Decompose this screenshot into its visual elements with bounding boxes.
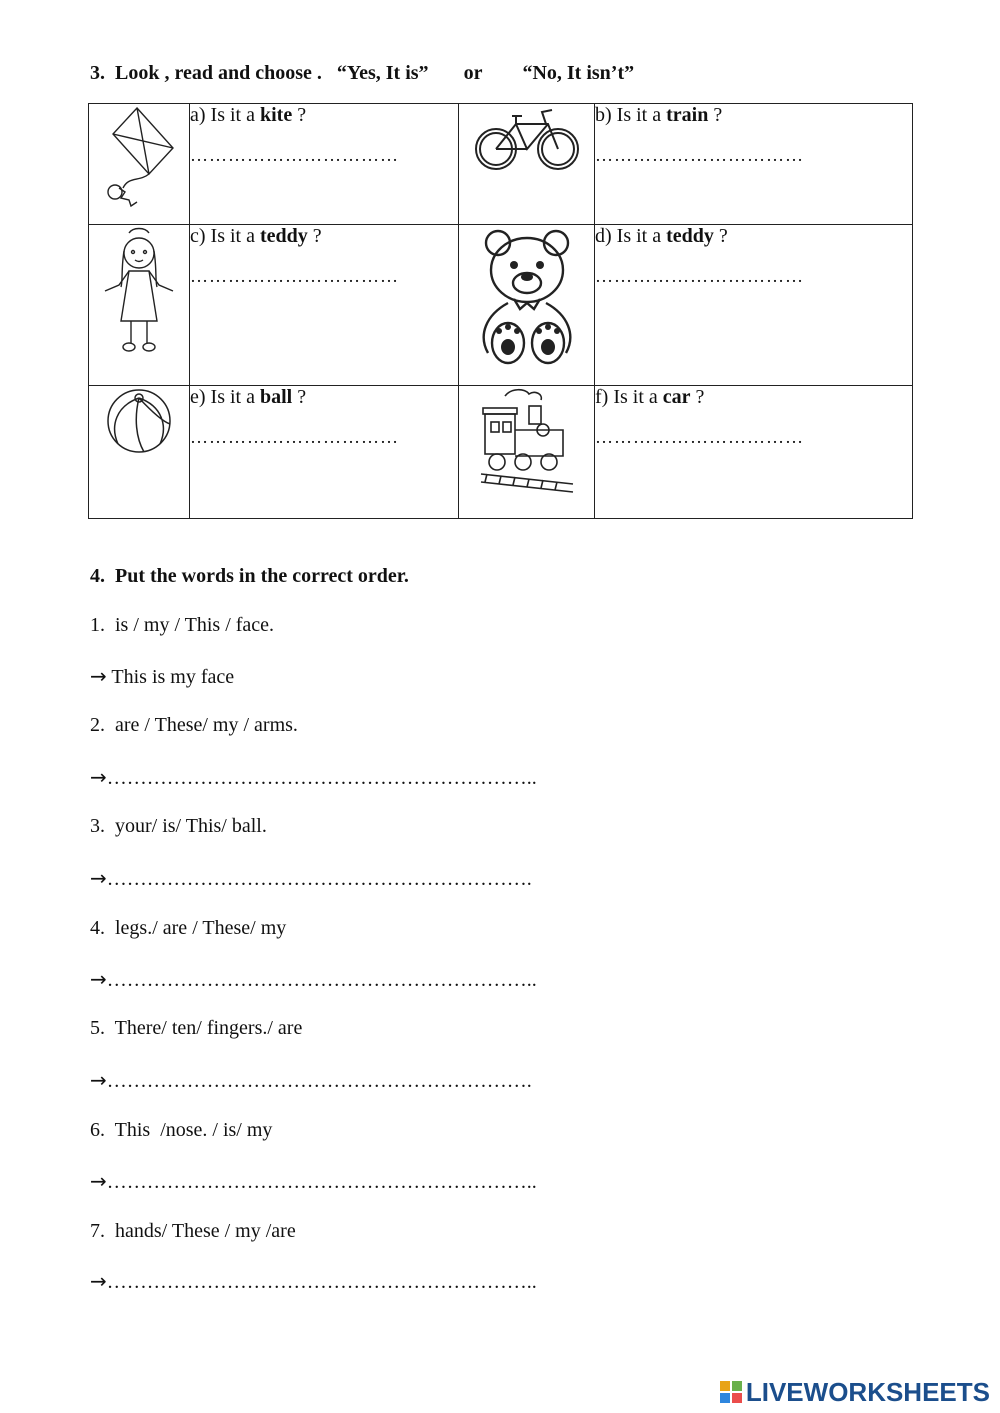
question-keyword: train — [666, 104, 709, 126]
table-row — [89, 225, 913, 386]
arrow-icon: → — [90, 866, 107, 890]
question-keyword: ball — [259, 386, 293, 408]
doll-icon — [99, 225, 179, 360]
train-icon — [477, 386, 577, 496]
answer-line-1[interactable]: → This is my face — [90, 664, 235, 688]
kite-icon — [99, 104, 179, 214]
answer-blank-d[interactable]: …………………………… — [595, 266, 804, 286]
scramble-item-5: 5. There/ ten/ fingers./ are — [90, 1017, 303, 1039]
answer-line-6[interactable]: →……………………………………………………….. — [90, 1169, 537, 1193]
table-row — [89, 386, 913, 519]
answer-line-3[interactable]: →………………………………………………………. — [90, 866, 532, 890]
scramble-item-3: 3. your/ is/ This/ ball. — [90, 815, 267, 837]
bicycle-icon — [472, 104, 582, 174]
section-3-heading — [90, 62, 634, 85]
question-c: c) Is it a teddy ? …………………………… — [190, 225, 459, 386]
answer-blank-f[interactable]: …………………………… — [595, 427, 804, 447]
ball-icon — [104, 386, 174, 456]
kite-picture — [89, 104, 190, 225]
arrow-icon: → — [90, 664, 107, 688]
question-d: d) Is it a teddy ? …………………………… — [595, 225, 913, 386]
section-4-instruction: Put the words in the correct order. — [115, 565, 409, 587]
scramble-item-1: 1. is / my / This / face. — [90, 614, 275, 636]
question-a: a) Is it a kite ? …………………………… — [190, 104, 459, 225]
ball-picture — [89, 386, 190, 519]
question-keyword: car — [662, 386, 691, 408]
table-row — [89, 104, 913, 225]
answer-line-7[interactable]: →……………………………………………………….. — [90, 1269, 537, 1293]
doll-picture — [89, 225, 190, 386]
teddy-bear-picture — [459, 225, 595, 386]
arrow-icon: → — [90, 1169, 107, 1193]
arrow-icon: → — [90, 1269, 107, 1293]
arrow-icon: → — [90, 967, 107, 991]
or-word: or — [463, 62, 483, 84]
answer-blank-c[interactable]: …………………………… — [190, 266, 399, 286]
answer-blank-a[interactable]: …………………………… — [190, 145, 399, 165]
answer-line-4[interactable]: →……………………………………………………….. — [90, 967, 537, 991]
scramble-item-7: 7. hands/ These / my /are — [90, 1220, 296, 1242]
section-3-number: 3. — [90, 62, 105, 84]
scramble-item-2: 2. are / These/ my / arms. — [90, 714, 298, 736]
option-no: “No, It isn’t” — [522, 62, 635, 84]
answer-blank-e[interactable]: …………………………… — [190, 427, 399, 447]
question-keyword: teddy — [666, 225, 714, 247]
question-keyword: kite — [259, 104, 293, 126]
question-b: b) Is it a train ? …………………………… — [595, 104, 913, 225]
bicycle-picture — [459, 104, 595, 225]
question-keyword: teddy — [259, 225, 308, 247]
option-yes: “Yes, It is” — [336, 62, 429, 84]
answer-blank-b[interactable]: …………………………… — [595, 145, 804, 165]
liveworksheets-logo-icon — [720, 1381, 742, 1403]
scramble-item-6: 6. This /nose. / is/ my — [90, 1119, 273, 1141]
question-e: e) Is it a ball ? …………………………… — [190, 386, 459, 519]
question-f: f) Is it a car ? …………………………… — [595, 386, 913, 519]
teddy-bear-icon — [472, 225, 582, 370]
section-3-instruction: Look , read and choose . — [115, 62, 322, 84]
answer-line-5[interactable]: →………………………………………………………. — [90, 1068, 532, 1092]
arrow-icon: → — [90, 1068, 107, 1092]
answer-line-2[interactable]: →……………………………………………………….. — [90, 765, 537, 789]
section-4-heading — [90, 565, 409, 588]
arrow-icon: → — [90, 765, 107, 789]
picture-question-table — [88, 103, 913, 519]
scramble-item-4: 4. legs./ are / These/ my — [90, 917, 287, 939]
train-picture — [459, 386, 595, 519]
logo-text: LIVEWORKSHEETS — [745, 1376, 990, 1407]
liveworksheets-logo — [720, 1375, 990, 1409]
section-4-number: 4. — [90, 565, 105, 587]
